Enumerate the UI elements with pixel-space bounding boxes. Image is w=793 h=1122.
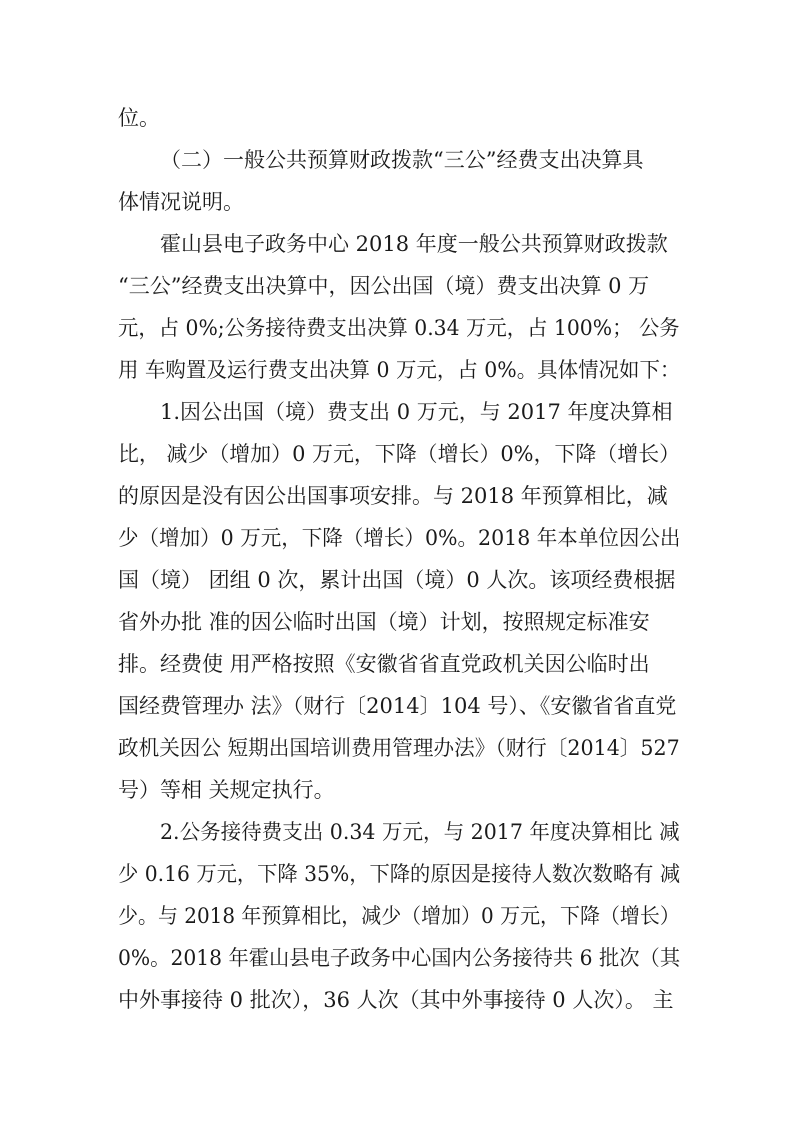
item-2-heading: 2.公务接待费支出 0.34 万元，与 2017 年度决算相比 减 <box>160 820 680 844</box>
text-line: 元，占 0%;公务接待费支出决算 0.34 万元，占 100%； 公务 <box>118 316 680 340</box>
text-line: 国（境） 团组 0 次，累计出国（境）0 人次。该项经费根据 <box>118 568 676 592</box>
text-line: 少。与 2018 年预算相比，减少（增加）0 万元，下降（增长） <box>118 904 680 928</box>
text-line: 位。 <box>118 106 160 130</box>
text-line: 少 0.16 万元，下降 35%，下降的原因是接待人数次数略有 减 <box>118 862 681 886</box>
text-line: 号）等相 关规定执行。 <box>118 778 335 802</box>
text-line: 霍山县电子政务中心 2018 年度一般公共预算财政拨款 <box>160 232 668 256</box>
section-heading-cont: 体情况说明。 <box>118 190 244 214</box>
text-line: 排。经费使 用严格按照《安徽省省直党政机关因公临时出 <box>118 652 650 676</box>
item-1-heading: 1.因公出国（境）费支出 0 万元，与 2017 年度决算相 <box>160 400 673 424</box>
text-line: 政机关因公 短期出国培训费用管理办法》（财行〔2014〕527 <box>118 736 680 760</box>
text-line: 国经费管理办 法》（财行〔2014〕104 号）、《安徽省省直党 <box>118 694 677 718</box>
text-line: 比， 减少（增加）0 万元，下降（增长）0%，下降（增长） <box>118 442 681 466</box>
text-line: 0%。2018 年霍山县电子政务中心国内公务接待共 6 批次（其 <box>118 946 681 970</box>
text-line: 省外办批 准的因公临时出国（境）计划，按照规定标准安 <box>118 610 650 634</box>
text-line: “三公”经费支出决算中，因公出国（境）费支出决算 0 万 <box>118 274 650 298</box>
text-line: 少（增加）0 万元，下降（增长）0%。2018 年本单位因公出 <box>118 526 681 550</box>
text-line: 用 车购置及运行费支出决算 0 万元，占 0%。具体情况如下： <box>118 358 681 382</box>
text-line: 的原因是没有因公出国事项安排。与 2018 年预算相比，减 <box>118 484 668 508</box>
section-heading: （二）一般公共预算财政拨款“三公”经费支出决算具 <box>160 148 644 172</box>
text-line: 中外事接待 0 批次），36 人次（其中外事接待 0 人次）。 主 <box>118 988 674 1012</box>
